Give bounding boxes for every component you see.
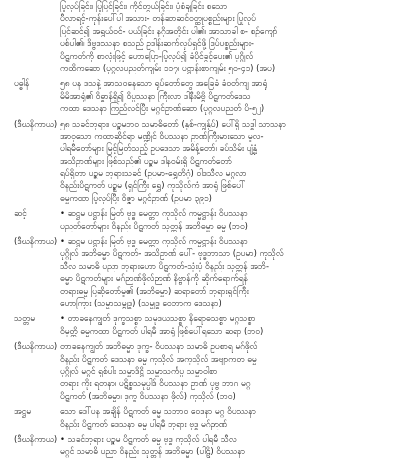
text-line: တာခနေကျွတ် အဘိဓမ္မာ ဒုက္ခ- ဝိပဿနာ သမာဓိ ဥပစာရ မဂ်ဖိုလ် xyxy=(60,341,258,352)
text-line: ပိဋကတ်ကို စာလုံးဖြင့် ဟောပြော-ပြုလုပ်၍ ခံပိုင်ခွင့်ပေး၏ ပုဂ္ဂိုလ် xyxy=(60,50,254,61)
entry-text xyxy=(60,340,390,402)
text-line: ဓမ္မာ ပိဋကတ်များ မဂ်ဉာဏ်ဖိုလ်ဉာဏ် နိဗ္ဗာန်ကို ဆိုက်ရောက်ရန် xyxy=(60,273,248,284)
text-line: ပီလာရင့်-ကုန်းပေါ်ပါ အသား- တန်ဆာဆင်ဝတ္ထုပစ္စည်းများ ပြုလုပ် xyxy=(60,13,256,24)
text-line: အာဝုသော ကထာဆိုင်ရာ မဏ္ဍိုင် ဝိပဿနာ ဥာဏ်ကြီးမားသော မူလ- xyxy=(60,130,264,141)
text-line: တရားဓမ္မ ပြဆိုတော်မူ၏ (အဘိဓမ္မာ) ဆရာတော် ဘုရားရှင်ကြီး xyxy=(60,285,249,296)
text-line: ပိဋကတ် (အဘိဓမ္မာ၊ ဒုက္ခ ဝိပဿနာ ဖိုလ်) ကုသိုလ် (ဘဝ) xyxy=(60,390,236,401)
text-line: ပါရမီတော်များ မြင့်မြတ်သည့် ဥပဒေသာ အမိန့်တော်၊ ခပ်သိမ်း ပျံ့နှံ့ xyxy=(60,143,258,154)
text-line: • ဆဋ္ဌမ ပဋ္ဌာန်း မြတ် ဗုဒ္ဓ မေတ္တာ ကုသိုလ် ကမ္မဋ္ဌာန်း ဝိပဿနာ xyxy=(60,208,248,219)
text-line: ပုဂ္ဂိုလ် အဘိဓမ္မာ ပိဋကတ်- အသိဥာဏ် ပေါ်- ဗုဒ္ဓဘာသာ (ဥပမာ) ကုသိုလ် xyxy=(60,248,284,259)
entry-label: ဆင့် xyxy=(14,208,27,219)
entry-block xyxy=(14,405,390,430)
entry-block xyxy=(14,118,390,205)
text-line: • တာခနေကျွတ် ဒုက္ခသစ္စာ သမုဒယသစ္စာ နိရောဓသစ္စာ မဂ္ဂသစ္စာ xyxy=(60,313,256,324)
text-line: သော ဒေါ်ပန အချိန် ပိဋကတ် ဓမ္မ သဘာဝ ဝေဒနာ မဂ္ဂ ဝိပဿနာ xyxy=(60,406,256,417)
text-line: ဝိနည်း ပိဋကတ် ဒေသနာ ဓမ္မ ကုသိုလ် အကုသိုလ် အဗျာကတ ဓမ္မ xyxy=(60,353,257,364)
entry-label: သတ္တမ xyxy=(14,313,36,324)
text-line: အသိဥာဏ်များ ဖြစ်သည်၏ ပဉ္စမ ဒါနဝမ်းရှိ ပိဋကတ်တော် xyxy=(60,155,232,166)
entry-text xyxy=(60,312,390,337)
entry-label: (ဒီဃနိကာယ) xyxy=(14,341,58,352)
entry-text xyxy=(60,235,390,309)
text-line: • သခင်ဘုရား ပဉ္စမ ပိဋကတ် ဓမ္မ ဗုဒ္ဓ ကုသိုလ် ပါရမီ သီလ xyxy=(60,433,237,444)
entry-block xyxy=(14,207,390,232)
text-line: ပြုလုပ်ခြင်း၊ ပြုပြင်ခြင်း၊ ကိုင်တွယ်ခြင်း၊ ပုံစံချခြင်း စသော xyxy=(60,1,228,11)
entry-text xyxy=(60,0,390,74)
text-line: ၅၈ သခင်ဘုရား၊ ပဉ္စမဘဝ သမာဓိတော် (နှစ်-ကျွန်ုပ်) ပေါ်ရှိ သဒ္ဓါ သာသနာ xyxy=(60,118,286,129)
text-line: • ဆဋ္ဌမ ပဋ္ဌာန်း မြတ် ဗုဒ္ဓ မေတ္တာ ကုသိုလ် ကမ္မဋ္ဌာန်း ဝိပဿနာ xyxy=(60,236,248,247)
text-line: ဝိမုတ္တိ ဓမ္မကထာ ပိဋကတ် ပါရမီ အာရုံ ဖြစ်ပေါ်ရသော ဆရာ (ဘဝ) xyxy=(60,325,264,336)
text-line: ၅၈ ပန ဒသနဲ့ အာသဝနေသော ရုပ်တော်တွေ အခြေခံ ခံဝတ်ကျ အာရုံ xyxy=(60,78,268,89)
text-line: ဝိနည်းပိဋကတ် ပဉ္စမ (ရှင်ကြီး ရွှေ) ကုသိုလ်ကံ အာရုံ ဖြစ်ပေါ် xyxy=(60,180,245,191)
text-line: သီလ သမာဓိ ပညာ ဘုရားဟော ပိဋကတ်-သုံးပုံ ဝိနည်း သုတ္တန် အဘိ- xyxy=(60,260,269,271)
text-line: ပုဂ္ဂိုလ် မဂ္ဂင် ရှစ်ပါး သမ္မာဒိဋ္ဌိ သမ္မာသင်္ကပ္ပ သမ္မာဝါစာ xyxy=(60,365,218,376)
entry-block xyxy=(14,433,390,458)
text-line: တရား ကိုး ရတနာ၊ ပဋိစ္စသမုပ္ပါဒ် ဝိပဿနာ ဥာဏ် ပုဗ္ဗ ဘာဂ မဂ္ဂ xyxy=(60,378,251,389)
text-line: မိမိအာရုံ၏ ဝိဓ္ဓာန်ရှိ၍ ဝိပ္ပဿနာ ကြီးလာ ဒါနီးမိဗ္ဗိ ပိဋကတ်ဒေသ xyxy=(60,90,251,101)
entry-text xyxy=(60,118,390,205)
text-line: ကထာ ဒေသနာ ကြည်လင်ပြီး မဂ္ဂင်ဥာဏ်ဆော (ပုဂ္ဂလပညတ် ပိ-၅၂) xyxy=(60,103,265,114)
entry-label: (ဒီဃနိကာယ) xyxy=(14,236,58,247)
text-line: ဟောကြား (သမ္မာသမ္ဗုဒ္ဓ) (သမ္မုဒ္ဓ ဝေဘာက ဒေသနာ) xyxy=(60,297,222,308)
entry-text xyxy=(60,207,390,232)
entry-label: ပဓ္ဓါန် xyxy=(14,78,30,89)
entry-label: (ဒီဃနိကာယ) xyxy=(14,118,58,129)
entry-block xyxy=(14,312,390,337)
entry-text xyxy=(60,77,390,114)
text-line: ပြင်ဆင်၍ အရွယ်ဝင်- ပယ်ခြင်း နဂိုအတိုင်း ပါ၏၊ အာသာခါ စ- စဉ်ကျော် xyxy=(60,25,278,36)
entry-label: (ဒီဃနိကာယ) xyxy=(14,433,58,444)
text-line: ဝိနည်း ပိဋကတ် ဒေသနာ ဓမ္မ ပါရမီ ဘုရား ဗုဒ္ဓ မဂ်ဉာဏ် xyxy=(60,418,228,429)
text-line: ရပ်ရှိတာ ပဉ္စမ ဘုရားသခင် (ဥပမာ-ရွှေတိဂုံ) ဝါဒသီလ မဂ္ဂလာ xyxy=(60,168,247,179)
text-line: ပစ်ပါ၏၊ ဒိဗ္ဗဒဿနာ စသည် ဥဒါန်းဆက်လှပ်ရှင်ဖို့ ဒြပ်ပစ္စည်းများ- xyxy=(60,38,254,49)
text-line: ပညတ်တော်များ ဝိနည်း ပိဋကတ် သုတ္တန် အဘိဓမ္မာ ဓမ္မ (ဘဝ) xyxy=(60,220,248,231)
entry-text xyxy=(60,433,390,458)
entry-block xyxy=(14,0,390,74)
entry-block xyxy=(14,235,390,309)
text-line: ဓမ္မကထာ ပြုလုပ်ပြီး ဝိဇ္ဇာ မဂ္ဂင်ဥာဏ် (ဥပမာ ၃၉၁) xyxy=(60,192,212,203)
text-line: ကထိကဆော (ပုဂ္ဂလပညတ်ကျမ်း ၁၁၇၊ ပဋ္ဌာန်းစာကျမ်း ၅၀-၄၁) (အပ) xyxy=(60,62,276,73)
entry-text xyxy=(60,405,390,430)
entry-block xyxy=(14,340,390,402)
entry-label: အဋ္ဌမ xyxy=(14,406,32,417)
text-line: မဂ္ဂင် သမာဓိ ပညာ ဝိနည်း သုတ္တန် အဘိဓမ္မာ (ပါဠိ) ဝိပဿနာ xyxy=(60,446,246,457)
entry-block xyxy=(14,77,390,114)
